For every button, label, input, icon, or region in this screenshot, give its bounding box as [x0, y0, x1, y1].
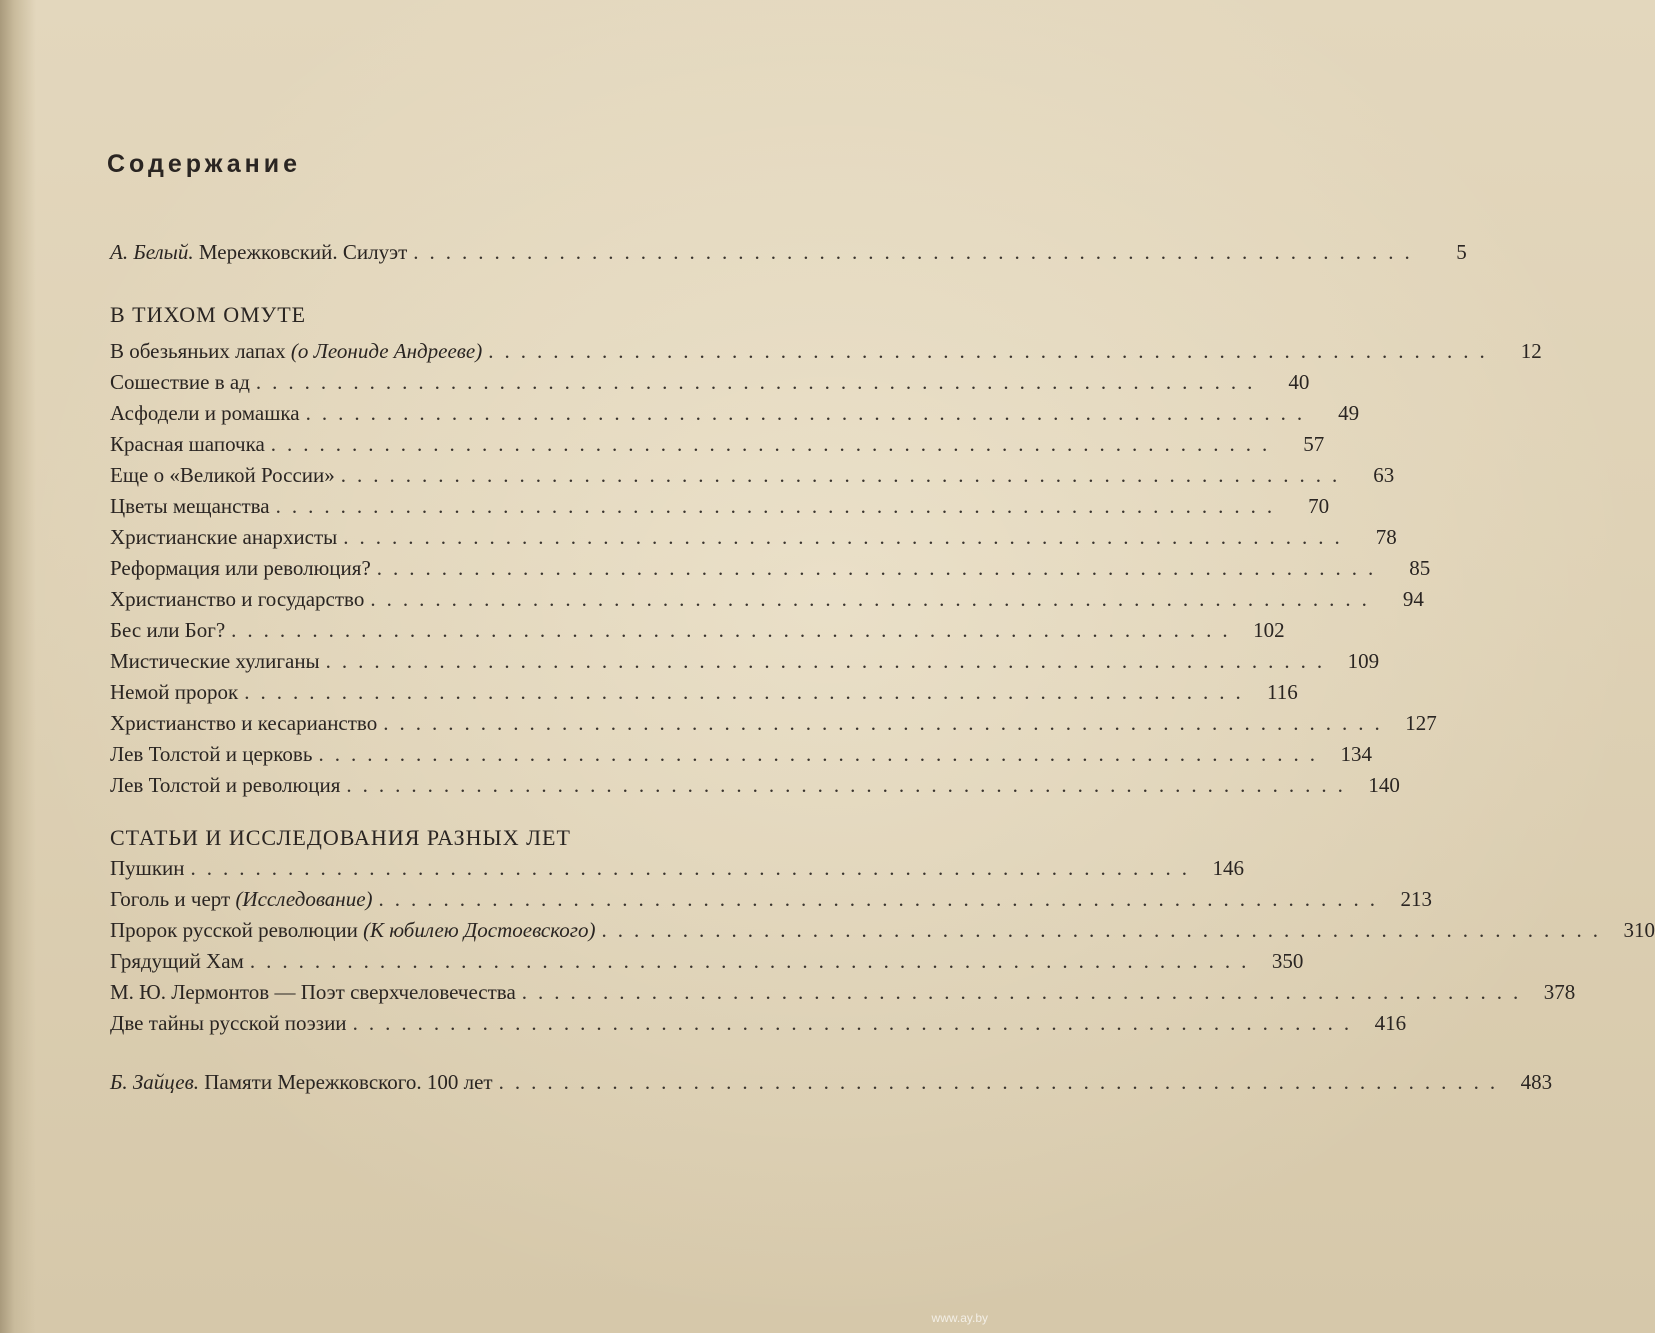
entry-label: [110, 339, 482, 364]
entry-author: А. Белый.: [110, 240, 194, 264]
entry-label: [110, 856, 185, 881]
entry-label: [110, 463, 335, 488]
toc-entry: [110, 1011, 1407, 1041]
entry-title: Асфодели и ромашка: [110, 401, 300, 425]
leader-dots: ..............................................................: [521, 980, 1530, 1004]
section-heading: В ТИХОМ ОМУТЕ: [110, 302, 307, 327]
leader-dots: ..............................................................: [270, 432, 1279, 456]
entry-title: Мистические хулиганы: [110, 649, 320, 673]
toc-entry: [110, 494, 1330, 524]
entry-page: 134: [1340, 742, 1372, 766]
entry-title: Красная шапочка: [110, 432, 265, 456]
leader-dots: ..............................................................: [340, 463, 1349, 487]
leader-dots: ..............................................................: [305, 401, 1314, 425]
toc-entry: [110, 587, 1424, 617]
entry-title: Христианские анархисты: [110, 525, 338, 549]
leader-dots: ..............................................................: [413, 240, 1421, 264]
entry-title: Мережковский. Силуэт: [198, 240, 408, 264]
entry-note: (о Леониде Андрееве): [290, 339, 483, 363]
entry-page: 146: [1212, 856, 1245, 880]
entry-title: Немой пророк: [110, 680, 239, 704]
entry-label: [110, 887, 373, 912]
entry-title: Бес или Бог?: [110, 618, 226, 642]
entry-page: 78: [1375, 525, 1397, 549]
toc-entry: [110, 432, 1325, 462]
entry-title: Лев Толстой и церковь: [110, 742, 313, 766]
entry-page: 40: [1288, 370, 1310, 394]
entry-label: [110, 556, 371, 581]
entry-label: [110, 742, 312, 767]
toc-entry: [110, 980, 1576, 1010]
entry-title: Христианство и кесарианство: [110, 711, 378, 735]
entry-page: 378: [1543, 980, 1576, 1004]
entry-label: [110, 494, 270, 519]
entry-label: [110, 1070, 493, 1095]
entry-label: [110, 1011, 347, 1036]
toc-entry: [110, 556, 1431, 586]
leader-dots: ..............................................................: [255, 370, 1264, 394]
entry-page: 5: [1456, 240, 1467, 264]
entry-page: 102: [1253, 618, 1285, 642]
entry-title: Реформация или революция?: [110, 556, 371, 580]
toc-entry-intro: [110, 240, 1467, 270]
entry-label: [110, 587, 364, 612]
entry-label: [110, 240, 407, 265]
toc-entry-outro: [110, 1070, 1553, 1100]
leader-dots: ..............................................................: [378, 887, 1387, 911]
toc-entry: [110, 680, 1298, 710]
toc-entry: [110, 339, 1542, 369]
toc-entry: [110, 618, 1285, 648]
leader-dots: ..............................................................: [370, 587, 1378, 611]
toc-entry: [110, 887, 1433, 917]
entry-page: 94: [1402, 587, 1424, 611]
entry-page: 70: [1308, 494, 1330, 518]
watermark: www.ay.by: [931, 1311, 988, 1325]
entry-page: 310: [1623, 918, 1655, 942]
leader-dots: ..............................................................: [343, 525, 1351, 549]
entry-page: 213: [1400, 887, 1433, 911]
entry-label: [110, 918, 595, 943]
entry-page: 57: [1303, 432, 1325, 456]
entry-title: Грядущий Хам: [110, 949, 244, 973]
toc-entry: [110, 649, 1380, 679]
entry-page: 140: [1368, 773, 1400, 797]
entry-page: 483: [1520, 1070, 1553, 1094]
toc-entry: [110, 711, 1437, 741]
page-title: Содержание: [107, 150, 302, 178]
entry-label: [110, 649, 320, 674]
toc-entry: [110, 856, 1245, 886]
leader-dots: ..............................................................: [275, 494, 1284, 518]
entry-label: [110, 525, 337, 550]
entry-title: В обезьяньих лапах: [110, 339, 286, 363]
leader-dots: ..............................................................: [601, 918, 1609, 942]
entry-author: Б. Зайцев.: [110, 1070, 199, 1094]
entry-label: [110, 401, 300, 426]
entry-label: [110, 618, 225, 643]
entry-label: [110, 432, 265, 457]
leader-dots: ..............................................................: [325, 649, 1334, 673]
entry-label: [110, 773, 340, 798]
toc-entry: [110, 525, 1397, 555]
entry-title: Памяти Мережковского. 100 лет: [204, 1070, 493, 1094]
entry-title: Лев Толстой и революция: [110, 773, 341, 797]
toc-entry: [110, 401, 1360, 431]
toc-entry: [110, 463, 1395, 493]
toc-entry: [110, 742, 1372, 772]
entry-title: М. Ю. Лермонтов — Поэт сверхчеловечества: [110, 980, 516, 1004]
leader-dots: ..............................................................: [190, 856, 1199, 880]
leader-dots: ..............................................................: [244, 680, 1252, 704]
entry-page: 116: [1266, 680, 1298, 704]
entry-label: [110, 980, 516, 1005]
toc-entry: [110, 949, 1304, 979]
leader-dots: ..............................................................: [231, 618, 1239, 642]
toc-entry: [110, 918, 1655, 948]
entry-label: [110, 949, 244, 974]
entry-page: 109: [1347, 649, 1380, 673]
entry-note: (К юбилею Достоевского): [363, 918, 596, 942]
entry-page: 49: [1338, 401, 1360, 425]
entry-title: Гоголь и черт: [110, 887, 231, 911]
leader-dots: ..............................................................: [376, 556, 1385, 580]
entry-label: [110, 370, 250, 395]
toc-entry: [110, 773, 1400, 803]
entry-page: 350: [1271, 949, 1304, 973]
entry-page: 85: [1409, 556, 1431, 580]
entry-title: Две тайны русской поэзии: [110, 1011, 347, 1035]
entry-title: Пророк русской революции: [110, 918, 358, 942]
section-heading: СТАТЬИ И ИССЛЕДОВАНИЯ РАЗНЫХ ЛЕТ: [110, 825, 571, 850]
entry-page: 416: [1374, 1011, 1407, 1035]
entry-title: Цветы мещанства: [110, 494, 270, 518]
leader-dots: ..............................................................: [488, 339, 1496, 363]
entry-label: [110, 680, 238, 705]
leader-dots: ..............................................................: [318, 742, 1326, 766]
entry-page: 12: [1520, 339, 1542, 363]
entry-page: 63: [1373, 463, 1395, 487]
entry-title: Сошествие в ад: [110, 370, 250, 394]
leader-dots: ..............................................................: [498, 1070, 1507, 1094]
entry-label: [110, 711, 377, 736]
entry-title: Христианство и государство: [110, 587, 365, 611]
entry-page: 127: [1405, 711, 1437, 735]
leader-dots: ..............................................................: [346, 773, 1354, 797]
toc-entry: [110, 370, 1310, 400]
leader-dots: ..............................................................: [352, 1011, 1361, 1035]
entry-title: Еще о «Великой России»: [110, 463, 335, 487]
entry-title: Пушкин: [110, 856, 185, 880]
entry-note: (Исследование): [235, 887, 373, 911]
leader-dots: ..............................................................: [383, 711, 1391, 735]
leader-dots: ..............................................................: [249, 949, 1258, 973]
